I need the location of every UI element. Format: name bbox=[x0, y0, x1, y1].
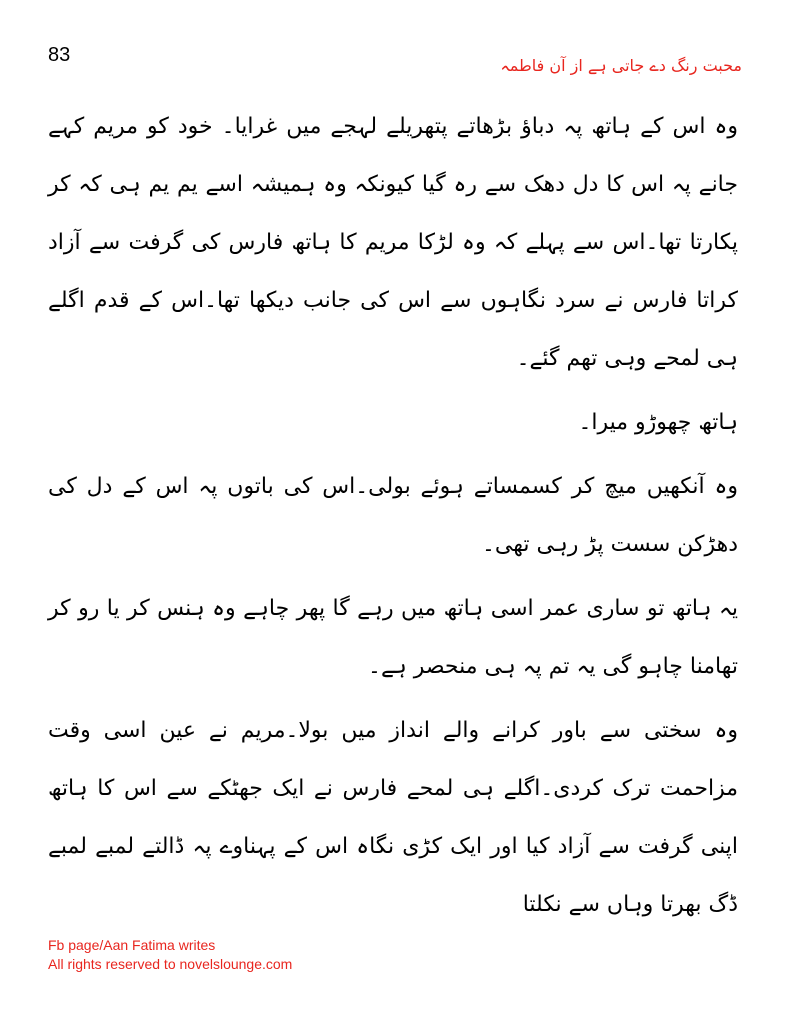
body-text bbox=[48, 98, 738, 934]
page-number: 83 bbox=[48, 44, 71, 66]
footer-line-page: Fb page/Aan Fatima writes bbox=[48, 937, 216, 953]
footer-line-copyright: All rights reserved to novelslounge.com bbox=[48, 956, 293, 972]
running-header: محبت رنگ دے جاتی ہے از آن فاطمہ bbox=[500, 56, 742, 75]
paragraph: وہ آنکھیں میچ کر کسمساتے ہوئے بولی۔اس کی باتوں پہ اس کے دل کی دھڑکن سست پڑ رہی تھی۔ bbox=[48, 474, 738, 557]
footer bbox=[48, 936, 292, 974]
paragraph: وہ اس کے ہاتھ پہ دباؤ بڑھاتے پتھریلے لہجے میں غرایا۔ خود کو مریم کہے جانے پہ اس کا دل دھک سے رہ گیا کیونکہ وہ ہمیشہ اسے یم یم ہی کہ کر پکارتا تھا۔اس سے پہلے کہ وہ لڑکا مریم کا ہاتھ فارس کی گرفت سے آزاد کراتا فارس نے سرد نگاہوں سے اس کی جانب دیکھا تھا۔اس کے قدم اگلے ہی لمحے وہی تھم گئے۔ bbox=[48, 114, 738, 371]
paragraph: ہاتھ چھوڑو میرا۔ bbox=[578, 410, 738, 435]
paragraph: وہ سختی سے باور کرانے والے انداز میں بولا۔مریم نے عین اسی وقت مزاحمت ترک کردی۔اگلے ہی لمحے فارس نے ایک جھٹکے سے اس کا ہاتھ اپنی گرفت سے آزاد کیا اور ایک کڑی نگاہ اس کے پہناوے پہ ڈالتے لمبے لمبے ڈگ بھرتا وہاں سے نکلتا bbox=[48, 718, 738, 917]
paragraph: یہ ہاتھ تو ساری عمر اسی ہاتھ میں رہے گا پھر چاہے وہ ہنس کر یا رو کر تھامنا چاہو گی یہ تم پہ ہی منحصر ہے۔ bbox=[48, 596, 738, 679]
